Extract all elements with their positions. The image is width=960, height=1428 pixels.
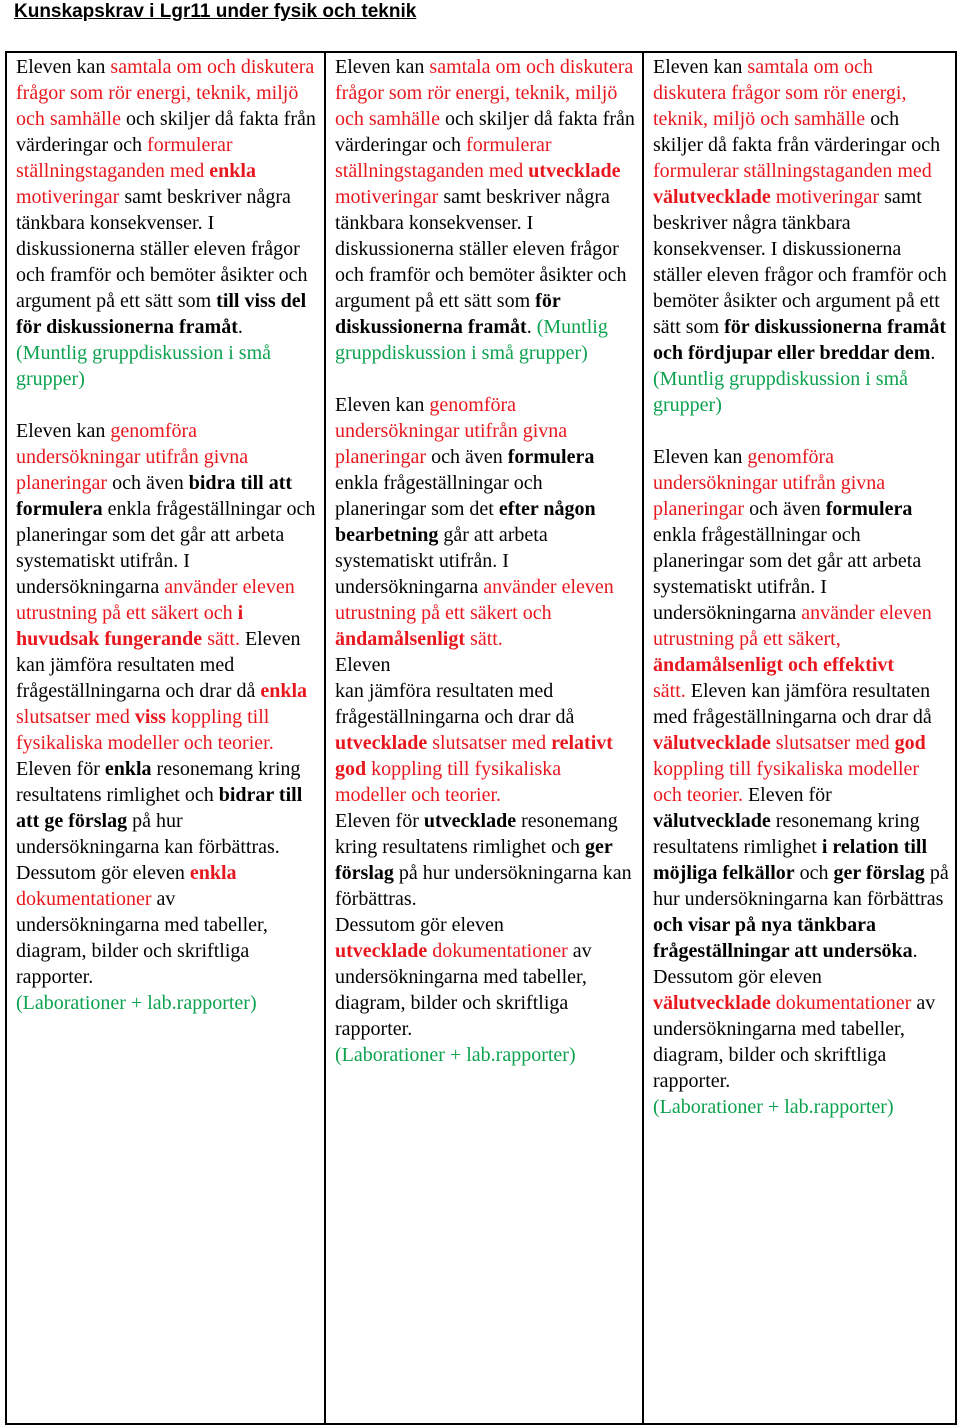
text-segment: samt beskriver några tänkbara konsekvenser. I diskussionerna ställer eleven frågor och framför och bemöter åsikter och argument på ett sätt som xyxy=(653,186,952,338)
text-segment: Eleven kan xyxy=(16,420,111,442)
text-segment: av undersökningarna med tabeller, diagram, bilder och skriftliga rapporter. xyxy=(16,888,268,988)
text-segment: koppling till fysikaliska modeller och teorier. xyxy=(335,758,567,806)
text-segment: genomföra undersökningar utifrån givna planeringar xyxy=(16,420,254,494)
text-segment: ger förslag xyxy=(335,836,618,884)
text-segment: . Dessutom gör eleven xyxy=(653,940,918,988)
text-segment: utvecklade xyxy=(335,732,428,754)
text-segment: och även xyxy=(426,446,508,468)
text-segment: samtala om och diskutera frågor som rör energi, teknik, miljö och samhälle xyxy=(335,56,639,130)
text-segment: samt beskriver några tänkbara konsekvenser. I diskussionerna ställer eleven frågor och framför och bemöter åsikter och argument på ett sätt som xyxy=(335,186,632,312)
text-segment: Eleven kan jämföra resultaten med frågeställningarna och drar då xyxy=(335,654,575,728)
text-segment: dokumentationer xyxy=(427,940,568,962)
text-segment: dokumentationer xyxy=(16,862,242,910)
text-segment: till viss del för diskussionerna framåt xyxy=(16,290,312,338)
text-segment: genomföra undersökningar utifrån givna planeringar xyxy=(653,446,891,520)
criteria-paragraph xyxy=(16,54,321,392)
text-segment: enkla xyxy=(104,758,152,780)
table-column-e xyxy=(7,53,324,1423)
text-segment: enkla frågeställningar och planeringar som det går att arbeta systematiskt utifrån. I undersökningarna xyxy=(653,498,927,624)
text-segment: för diskussionerna framåt och fördjupar eller breddar dem xyxy=(653,316,951,364)
text-segment: relativt god xyxy=(335,732,618,780)
text-segment: välutvecklade xyxy=(653,186,771,208)
document-title: Kunskapskrav i Lgr11 under fysik och teknik xyxy=(14,1,417,22)
text-segment: ger förslag xyxy=(833,862,925,884)
text-segment: resonemang kring resultatens rimlighet och xyxy=(335,810,623,858)
text-segment: motiveringar xyxy=(335,160,626,208)
text-segment: i huvudsak fungerande xyxy=(16,602,249,650)
table-column-a xyxy=(642,53,955,1423)
text-segment: viss xyxy=(134,706,166,728)
text-segment: och visar på nya tänkbara frågeställningar att undersöka xyxy=(653,914,913,962)
text-segment: utvecklade xyxy=(528,160,621,182)
text-segment: enkla frågeställningar och planeringar som det xyxy=(335,446,600,520)
text-segment: bidrar till att ge förslag xyxy=(16,784,308,832)
text-segment: Eleven kan xyxy=(653,446,748,468)
text-segment: Eleven kan xyxy=(335,394,430,416)
text-segment: enkla xyxy=(260,680,308,702)
text-segment: enkla xyxy=(209,160,256,182)
text-segment: på hur undersökningarna kan förbättras xyxy=(653,862,954,910)
text-segment: använder eleven utrustning på ett säkert och xyxy=(16,576,300,624)
text-segment: välutvecklade xyxy=(653,732,771,754)
text-segment: formulerar ställningstaganden med xyxy=(653,160,932,182)
text-segment: utvecklade xyxy=(335,940,428,962)
text-segment: på hur undersökningarna kan förbättras. Dessutom gör eleven xyxy=(335,862,632,936)
text-segment: (Laborationer + lab.rapporter) xyxy=(335,1044,576,1066)
text-segment: på hur undersökningarna kan förbättras. Dessutom gör eleven xyxy=(16,810,280,884)
text-segment: Eleven kan xyxy=(16,56,111,78)
text-segment: formulera xyxy=(825,498,913,520)
text-segment: ändamålsenligt xyxy=(335,628,466,650)
text-segment: går att arbeta systematiskt utifrån. I undersökningarna xyxy=(335,524,553,598)
text-segment: för diskussionerna framåt xyxy=(335,290,566,338)
text-segment: (Muntlig gruppdiskussion i små grupper) xyxy=(653,368,914,416)
text-segment: slutsatser med xyxy=(770,732,895,754)
criteria-paragraph xyxy=(653,444,954,1120)
criteria-table xyxy=(5,51,957,1425)
text-segment: Eleven för xyxy=(16,732,279,780)
text-segment: använder eleven utrustning på ett säkert och xyxy=(335,576,619,624)
text-segment: god xyxy=(894,732,926,754)
text-segment: bidra till att formulera xyxy=(16,472,298,520)
criteria-paragraph xyxy=(335,54,640,366)
text-segment: sätt. xyxy=(653,680,686,702)
text-segment: Eleven kan xyxy=(335,56,430,78)
text-segment: (Laborationer + lab.rapporter) xyxy=(653,1096,894,1118)
text-segment: Eleven kan jämföra resultaten med frågeställningarna och drar då xyxy=(16,628,306,702)
text-segment: och skiljer då fakta från värderingar och xyxy=(653,108,946,156)
criteria-paragraph xyxy=(335,392,636,1068)
text-segment: och xyxy=(794,862,834,884)
text-segment: . xyxy=(930,342,941,364)
text-segment: . xyxy=(237,316,248,338)
text-segment: Eleven kan xyxy=(653,56,748,78)
text-segment: och även xyxy=(107,472,189,494)
text-segment: koppling till fysikaliska modeller och teorier. xyxy=(16,706,275,754)
text-segment: ändamålsenligt och effektivt xyxy=(653,654,895,676)
text-segment: (Muntlig gruppdiskussion i små grupper) xyxy=(16,342,277,390)
text-segment: av undersökningarna med tabeller, diagram, bilder och skriftliga rapporter. xyxy=(653,992,936,1092)
text-segment: resonemang kring resultatens rimlighet xyxy=(653,810,925,858)
text-segment: Eleven för xyxy=(335,810,419,832)
text-segment: (Laborationer + lab.rapporter) xyxy=(16,992,257,1014)
text-segment: (Muntlig gruppdiskussion i små grupper) xyxy=(335,316,613,364)
text-segment: sätt. xyxy=(465,628,503,650)
text-segment: dokumentationer xyxy=(770,992,912,1014)
text-segment: Eleven för xyxy=(742,784,837,806)
text-segment: och skiljer då fakta från värderingar och xyxy=(16,108,321,156)
text-segment: samt beskriver några tänkbara konsekvenser. I diskussionerna ställer eleven frågor och framför och bemöter åsikter och argument på ett sätt som xyxy=(16,186,313,312)
text-segment: enkla xyxy=(189,862,237,884)
text-segment: resonemang kring resultatens rimlighet och xyxy=(16,758,306,806)
text-segment: och skiljer då fakta från värderingar och xyxy=(335,108,640,156)
text-segment: genomföra undersökningar utifrån givna planeringar xyxy=(335,394,573,468)
table-column-c xyxy=(324,53,642,1423)
text-segment: samtala om och diskutera frågor som rör energi, teknik, miljö och samhälle xyxy=(16,56,320,130)
text-segment: välutvecklade xyxy=(653,810,771,832)
criteria-paragraph xyxy=(16,418,321,1016)
text-segment: koppling till fysikaliska modeller och teorier. xyxy=(653,732,931,806)
text-segment: Eleven kan jämföra resultaten med frågeställningarna och drar då xyxy=(653,680,937,728)
text-segment: efter någon bearbetning xyxy=(335,498,601,546)
text-segment: välutvecklade xyxy=(653,992,771,1014)
text-segment: formulerar ställningstaganden med xyxy=(16,134,238,182)
text-segment: enkla frågeställningar och planeringar som det går att arbeta systematiskt utifrån. I undersökningarna xyxy=(16,498,321,598)
text-segment: utvecklade xyxy=(423,810,517,832)
text-segment: i relation till möjliga felkällor xyxy=(653,836,933,884)
text-segment: slutsatser med xyxy=(16,680,313,728)
text-segment: och även xyxy=(744,498,826,520)
text-segment: använder eleven utrustning på ett säkert, xyxy=(653,602,932,650)
text-segment: samtala om och diskutera frågor som rör energi, teknik, miljö och samhälle xyxy=(653,56,912,130)
text-segment: sätt. xyxy=(202,628,240,650)
text-segment: slutsatser med xyxy=(427,732,552,754)
text-segment: formulera xyxy=(507,446,595,468)
criteria-paragraph xyxy=(653,54,952,418)
text-segment: formulerar ställningstaganden med xyxy=(335,134,557,182)
text-segment: . xyxy=(526,316,537,338)
text-segment: motiveringar xyxy=(770,186,880,208)
text-segment: motiveringar xyxy=(16,160,261,208)
text-segment: av undersökningarna med tabeller, diagram, bilder och skriftliga rapporter. xyxy=(335,940,592,1040)
